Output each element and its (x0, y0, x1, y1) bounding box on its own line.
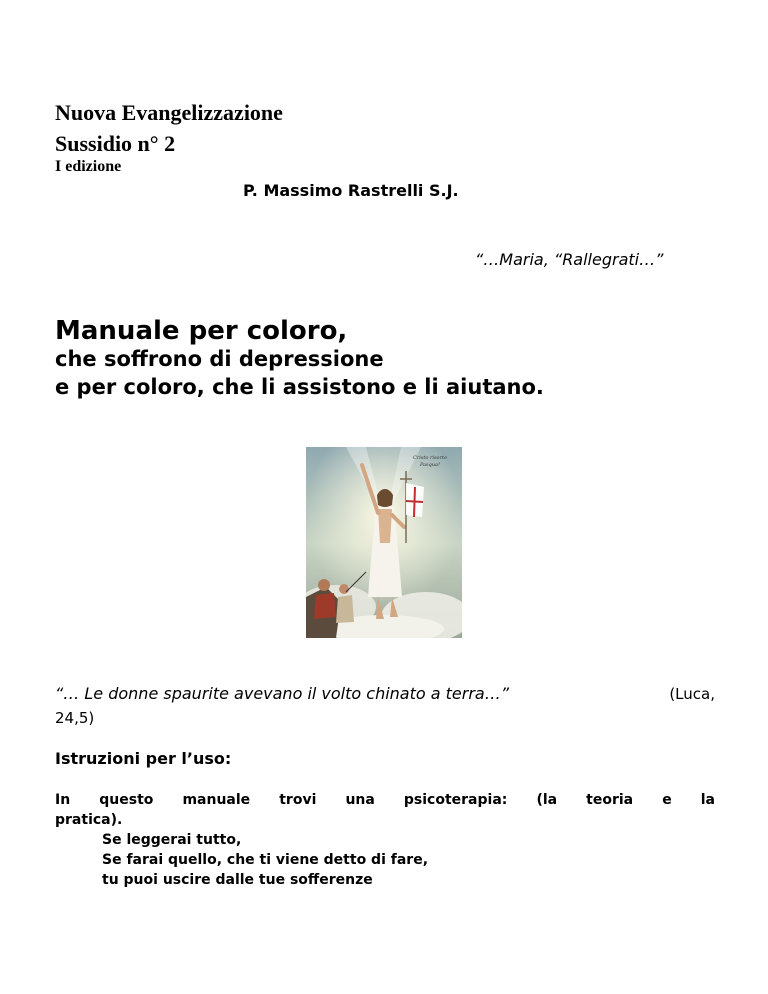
epigraph: “…Maria, “Rallegrati…” (475, 250, 664, 269)
inscription-line-2: Pasqua! (419, 462, 441, 468)
instructions-word: In (55, 792, 71, 808)
series-title: Nuova Evangelizzazione (55, 100, 283, 125)
instructions-word: trovi (279, 792, 317, 808)
main-title: Manuale per coloro, (55, 316, 348, 346)
quote-reference-part2: 24,5) (55, 709, 95, 727)
subtitle-line-1: che soffrono di depressione (55, 347, 384, 371)
instructions-line-4: Se farai quello, che ti viene detto di fare, (102, 852, 429, 868)
inscription-line-1: Cristo risorto (413, 455, 447, 461)
instructions-line-3: Se leggerai tutto, (102, 832, 242, 848)
instructions-word: la (700, 792, 715, 808)
instructions-line-1 (55, 790, 715, 810)
instructions-line-5: tu puoi uscire dalle tue sofferenze (102, 872, 373, 888)
instructions-word: questo (99, 792, 154, 808)
instructions-heading: Istruzioni per l’uso: (55, 749, 232, 768)
booklet-number: Sussidio n° 2 (55, 131, 176, 156)
instructions-word: e (662, 792, 672, 808)
instructions-line-2: pratica). (55, 812, 123, 828)
instructions-word: teoria (586, 792, 634, 808)
author-name: P. Massimo Rastrelli S.J. (243, 181, 459, 200)
instructions-word: psicoterapia: (403, 792, 508, 808)
gospel-quote (55, 682, 715, 730)
instructions-word: (la (536, 792, 558, 808)
quote-text: “… Le donne spaurite avevano il volto chinato a terra…” (55, 684, 510, 703)
instructions-body (55, 790, 715, 890)
quote-reference-part1: (Luca, (669, 685, 715, 703)
subtitle-line-2: e per coloro, che li assistono e li aiutano. (55, 375, 544, 399)
instructions-word: una (345, 792, 375, 808)
resurrection-image (306, 447, 462, 638)
edition-label: I edizione (55, 158, 122, 175)
instructions-word: manuale (182, 792, 251, 808)
